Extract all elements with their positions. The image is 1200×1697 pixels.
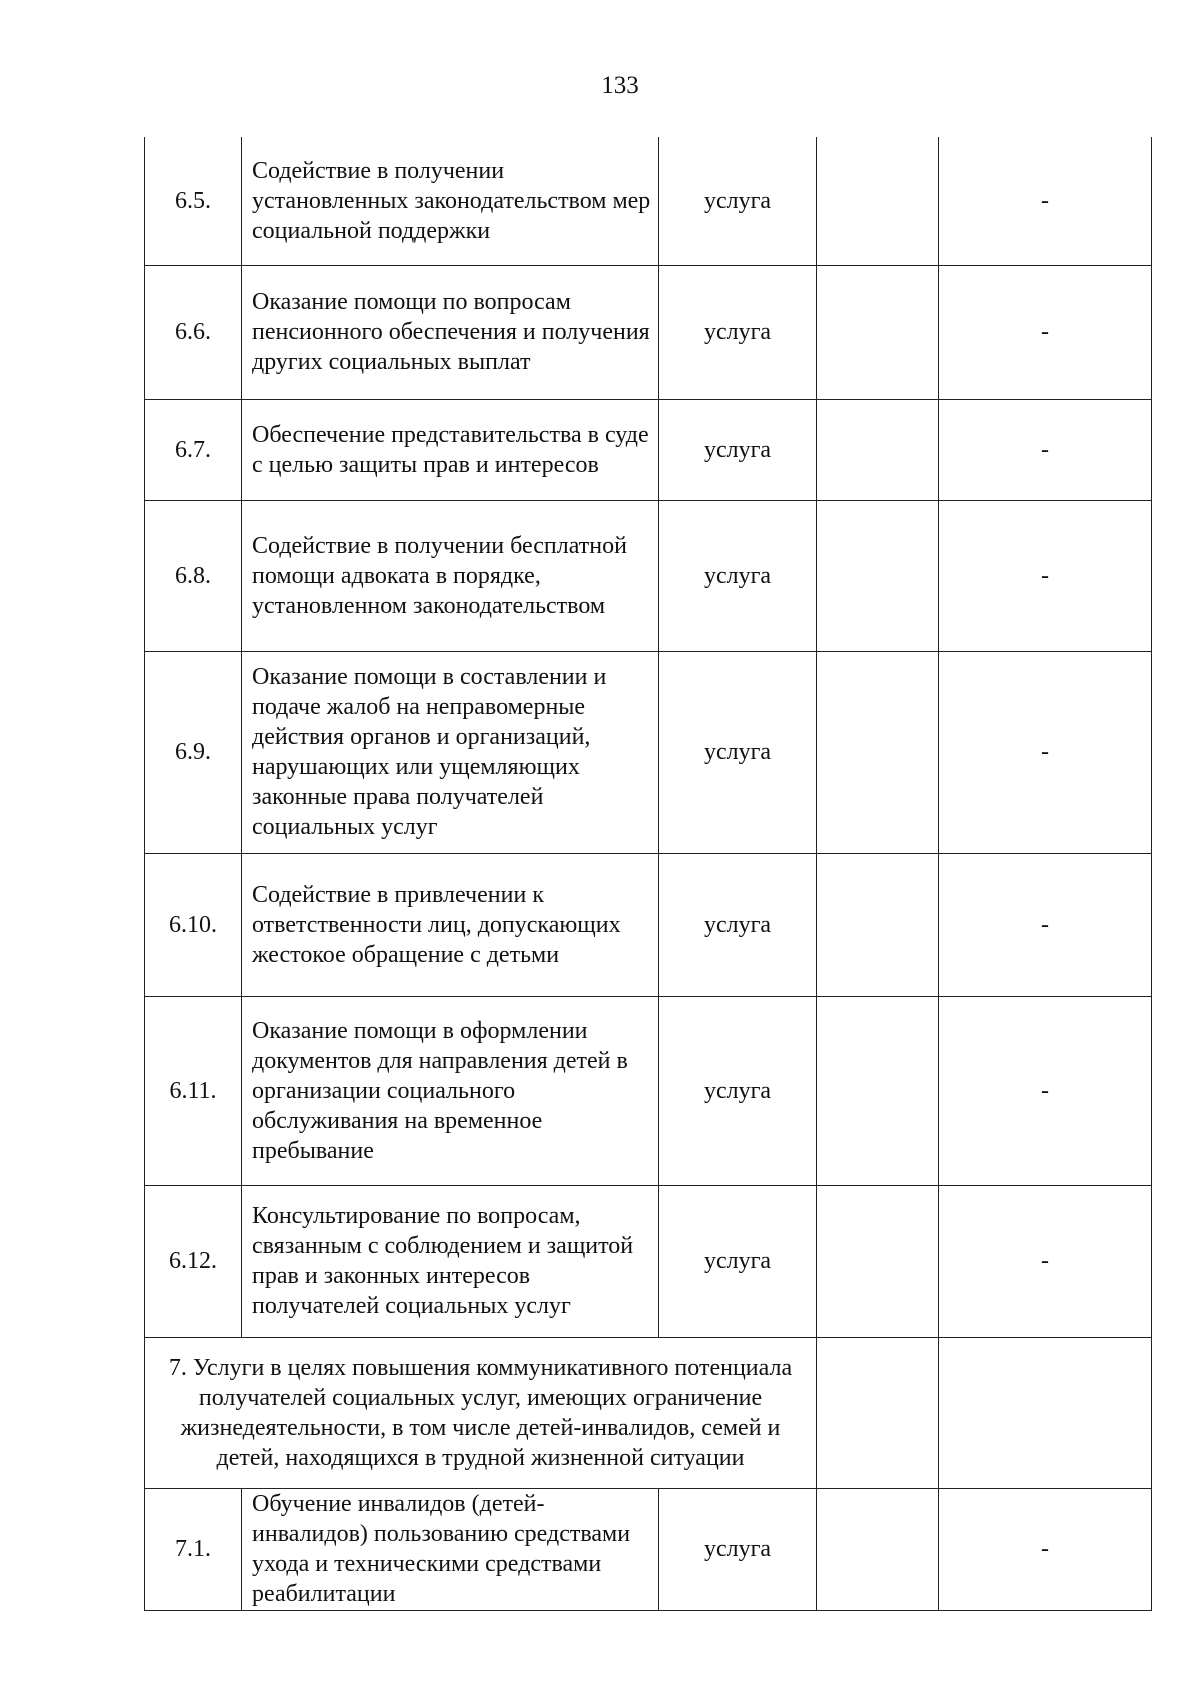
table-row xyxy=(145,996,1152,1185)
value-cell: - xyxy=(939,265,1152,399)
row-number: 6.9. xyxy=(145,651,242,853)
row-number: 6.8. xyxy=(145,500,242,651)
empty-cell xyxy=(817,853,939,996)
unit-cell: услуга xyxy=(659,1488,817,1610)
value-cell: - xyxy=(939,853,1152,996)
service-name: Обучение инвалидов (детей-инвалидов) пользованию средствами ухода и техническими средствами реабилитации xyxy=(242,1488,659,1610)
section-header-row xyxy=(145,1337,1152,1488)
value-cell: - xyxy=(939,996,1152,1185)
unit-cell: услуга xyxy=(659,651,817,853)
service-name: Оказание помощи в составлении и подаче жалоб на неправомерные действия органов и организаций, нарушающих или ущемляющих законные права получателей социальных услуг xyxy=(242,651,659,853)
table-row xyxy=(145,1488,1152,1610)
service-name: Обеспечение представительства в суде с целью защиты прав и интересов xyxy=(242,399,659,500)
value-cell: - xyxy=(939,1488,1152,1610)
table-row xyxy=(145,651,1152,853)
table-row xyxy=(145,500,1152,651)
empty-cell xyxy=(817,1337,939,1488)
unit-cell: услуга xyxy=(659,500,817,651)
empty-cell xyxy=(817,137,939,265)
table-row xyxy=(145,1185,1152,1337)
empty-cell xyxy=(817,500,939,651)
row-number: 7.1. xyxy=(145,1488,242,1610)
empty-cell xyxy=(939,1337,1152,1488)
row-number: 6.7. xyxy=(145,399,242,500)
service-name: Оказание помощи по вопросам пенсионного обеспечения и получения других социальных выплат xyxy=(242,265,659,399)
row-number: 6.11. xyxy=(145,996,242,1185)
row-number: 6.6. xyxy=(145,265,242,399)
empty-cell xyxy=(817,651,939,853)
unit-cell: услуга xyxy=(659,265,817,399)
unit-cell: услуга xyxy=(659,1185,817,1337)
value-cell: - xyxy=(939,651,1152,853)
service-name: Оказание помощи в оформлении документов для направления детей в организации социального обслуживания на временное пребывание xyxy=(242,996,659,1185)
row-number: 6.5. xyxy=(145,137,242,265)
value-cell: - xyxy=(939,500,1152,651)
value-cell: - xyxy=(939,399,1152,500)
unit-cell: услуга xyxy=(659,853,817,996)
page-number: 133 xyxy=(601,72,639,99)
service-name: Содействие в получении установленных законодательством мер социальной поддержки xyxy=(242,137,659,265)
unit-cell: услуга xyxy=(659,137,817,265)
unit-cell: услуга xyxy=(659,399,817,500)
empty-cell xyxy=(817,1488,939,1610)
empty-cell xyxy=(817,399,939,500)
table-row xyxy=(145,399,1152,500)
value-cell: - xyxy=(939,1185,1152,1337)
service-name: Содействие в привлечении к ответственности лиц, допускающих жестокое обращение с детьми xyxy=(242,853,659,996)
services-table xyxy=(144,137,1152,1611)
section-title: 7. Услуги в целях повышения коммуникативного потенциала получателей социальных услуг, имеющих ограничение жизнедеятельности, в том числе детей-инвалидов, семей и детей, находящихся в трудной жизненной ситуации xyxy=(145,1337,817,1488)
table-row xyxy=(145,137,1152,265)
service-name: Консультирование по вопросам, связанным с соблюдением и защитой прав и законных интересов получателей социальных услуг xyxy=(242,1185,659,1337)
row-number: 6.10. xyxy=(145,853,242,996)
unit-cell: услуга xyxy=(659,996,817,1185)
empty-cell xyxy=(817,1185,939,1337)
empty-cell xyxy=(817,265,939,399)
value-cell: - xyxy=(939,137,1152,265)
empty-cell xyxy=(817,996,939,1185)
row-number: 6.12. xyxy=(145,1185,242,1337)
table-row xyxy=(145,265,1152,399)
table-row xyxy=(145,853,1152,996)
service-name: Содействие в получении бесплатной помощи адвоката в порядке, установленном законодательством xyxy=(242,500,659,651)
